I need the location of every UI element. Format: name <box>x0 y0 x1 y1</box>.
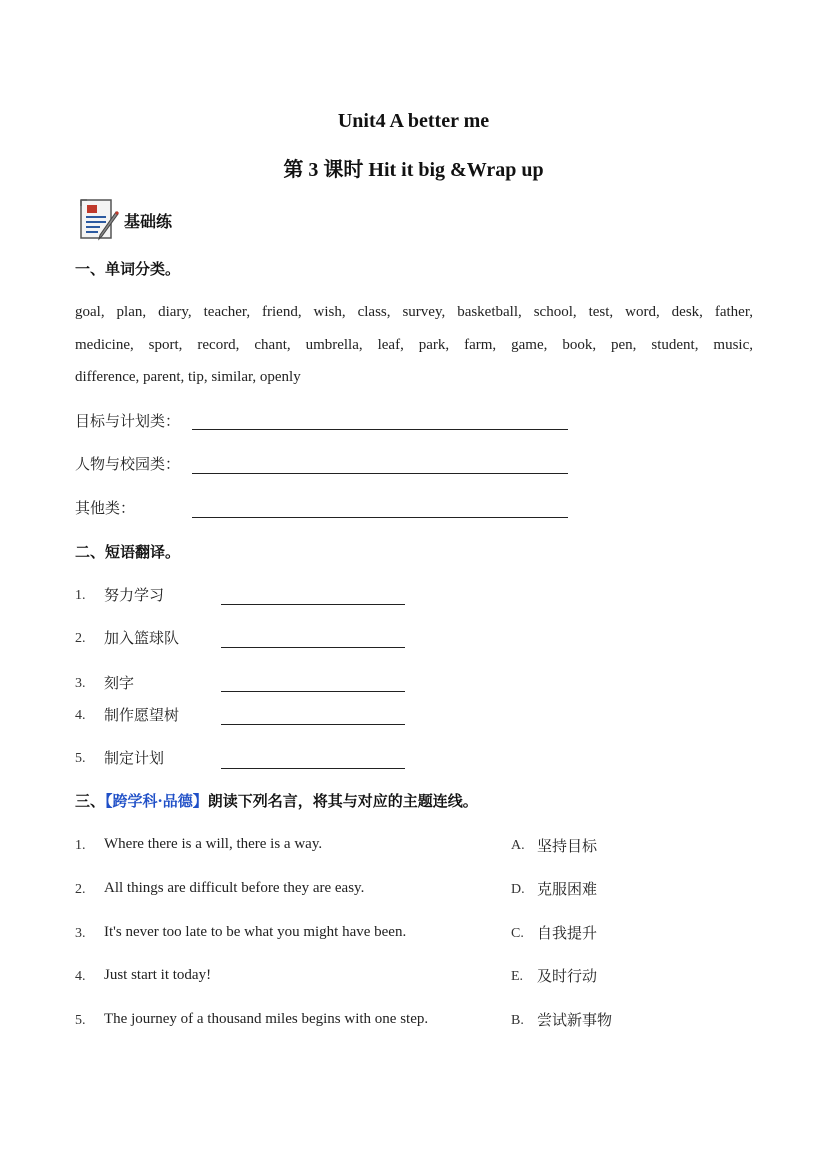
item-number: 2. <box>75 882 86 897</box>
item-number: 3. <box>75 676 86 691</box>
phrase-text: 加入篮球队 <box>104 629 180 647</box>
phrase-text: 制定计划 <box>104 749 165 767</box>
item-number: 1. <box>75 588 86 603</box>
page-title: Unit4 A better me <box>337 110 490 132</box>
subject-tag: 【跨学科·品德】 <box>105 792 208 810</box>
quote-text: The journey of a thousand miles begins with one step. <box>104 1011 429 1027</box>
theme-letter: D. <box>511 882 525 897</box>
theme-letter: E. <box>511 969 524 984</box>
theme-text[interactable]: 自我提升 <box>537 924 598 942</box>
part3-heading-prefix: 三、 <box>75 792 106 810</box>
word-line: medicine, sport, record, chant, umbrella, leaf, park, farm, game, book, pen, student, music, <box>75 336 753 353</box>
item-number: 5. <box>75 1013 86 1028</box>
word-line: goal, plan, diary, teacher, friend, wish, class, survey, basketball, school, test, word, desk, father, <box>75 304 753 320</box>
part1-heading: 一、单词分类。 <box>75 260 181 278</box>
phrase-text: 刻字 <box>104 674 135 692</box>
quote-text: Just start it today! <box>104 967 212 983</box>
document-pencil-icon <box>78 196 124 242</box>
answer-blank[interactable] <box>221 768 405 769</box>
category-label: 其他类： <box>75 499 136 517</box>
category-label: 人物与校园类： <box>75 455 181 473</box>
part3-heading-text: 朗读下列名言，将其与对应的主题连线。 <box>207 792 478 810</box>
theme-letter: C. <box>511 926 524 941</box>
theme-text[interactable]: 尝试新事物 <box>537 1011 613 1029</box>
part3-heading <box>75 790 478 811</box>
theme-letter: B. <box>511 1013 524 1028</box>
answer-blank[interactable] <box>192 429 568 430</box>
word-list <box>75 296 753 394</box>
answer-blank[interactable] <box>221 724 405 725</box>
lesson-subtitle: 第 3 课时 Hit it big &Wrap up <box>283 159 544 181</box>
item-number: 5. <box>75 751 86 766</box>
word-line: difference, parent, tip, similar, openly <box>75 369 301 385</box>
item-number: 2. <box>75 631 86 646</box>
theme-text[interactable]: 及时行动 <box>537 967 598 985</box>
item-number: 4. <box>75 708 86 723</box>
quote-text: Where there is a will, there is a way. <box>104 836 323 852</box>
item-number: 1. <box>75 838 86 853</box>
item-number: 3. <box>75 926 86 941</box>
answer-blank[interactable] <box>221 691 405 692</box>
answer-blank[interactable] <box>221 604 405 605</box>
answer-blank[interactable] <box>192 517 568 518</box>
part2-heading: 二、短语翻译。 <box>75 543 181 561</box>
section-label-basic: 基础练 <box>124 212 173 231</box>
answer-blank[interactable] <box>192 473 568 474</box>
phrase-text: 制作愿望树 <box>104 706 180 724</box>
category-label: 目标与计划类： <box>75 412 181 430</box>
phrase-text: 努力学习 <box>104 586 165 604</box>
theme-letter: A. <box>511 838 525 853</box>
answer-blank[interactable] <box>221 647 405 648</box>
item-number: 4. <box>75 969 86 984</box>
theme-text[interactable]: 坚持目标 <box>537 837 598 855</box>
quote-text: All things are difficult before they are easy. <box>104 880 365 896</box>
quote-text: It's never too late to be what you might have been. <box>104 924 407 940</box>
theme-text[interactable]: 克服困难 <box>537 880 598 898</box>
